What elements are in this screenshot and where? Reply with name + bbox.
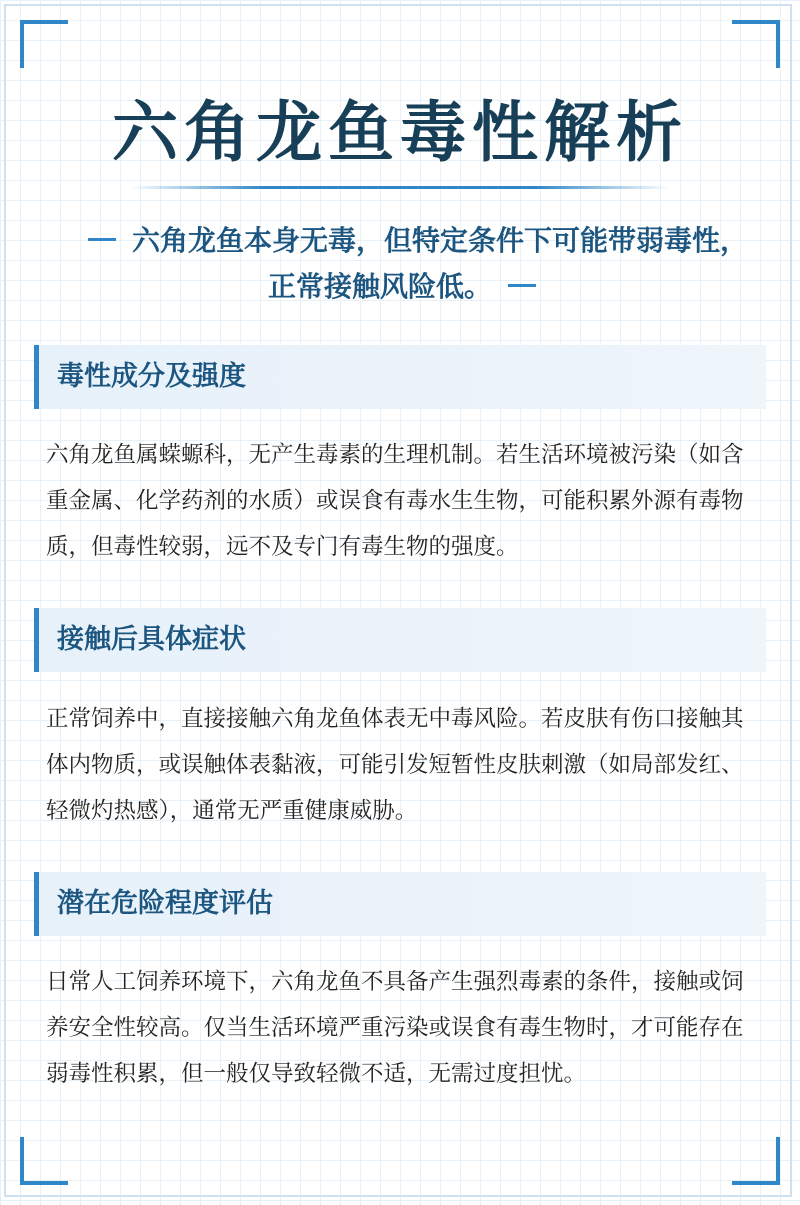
section-title: 毒性成分及强度 xyxy=(57,361,246,392)
corner-bracket-top-left xyxy=(20,20,68,68)
page-title: 六角龙鱼毒性解析 xyxy=(112,94,688,171)
section-body-symptoms: 正常饲养中，直接接触六角龙鱼体表无中毒风险。若皮肤有伤口接触其体内物质，或误触体表黏液，可能引发短暂性皮肤刺激（如局部发红、轻微灼热感），通常无严重健康威胁。 xyxy=(46,706,744,824)
corner-bracket-bottom-right xyxy=(732,1137,780,1185)
section-title: 接触后具体症状 xyxy=(57,624,246,655)
subtitle-dash-left xyxy=(88,238,116,241)
title-divider xyxy=(130,186,670,189)
subtitle-dash-right xyxy=(508,284,536,287)
section-header-toxicity xyxy=(34,345,766,409)
corner-bracket-top-right xyxy=(732,20,780,68)
corner-bracket-bottom-left xyxy=(20,1137,68,1185)
section-title: 潜在危险程度评估 xyxy=(57,888,273,919)
subtitle xyxy=(70,218,750,310)
subtitle-text: 六角龙鱼本身无毒，但特定条件下可能带弱毒性，正常接触风险低。 xyxy=(131,224,748,303)
section-body-risk: 日常人工饲养环境下，六角龙鱼不具备产生强烈毒素的条件，接触或饲养安全性较高。仅当生活环境严重污染或误食有毒生物时，才可能存在弱毒性积累，但一般仅导致轻微不适，无需过度担忧。 xyxy=(46,969,744,1087)
section-body-toxicity: 六角龙鱼属蝾螈科，无产生毒素的生理机制。若生活环境被污染（如含重金属、化学药剂的水质）或误食有毒水生生物，可能积累外源有毒物质，但毒性较弱，远不及专门有毒生物的强度。 xyxy=(46,442,744,560)
section-header-symptoms xyxy=(34,608,766,672)
section-header-risk xyxy=(34,872,766,936)
